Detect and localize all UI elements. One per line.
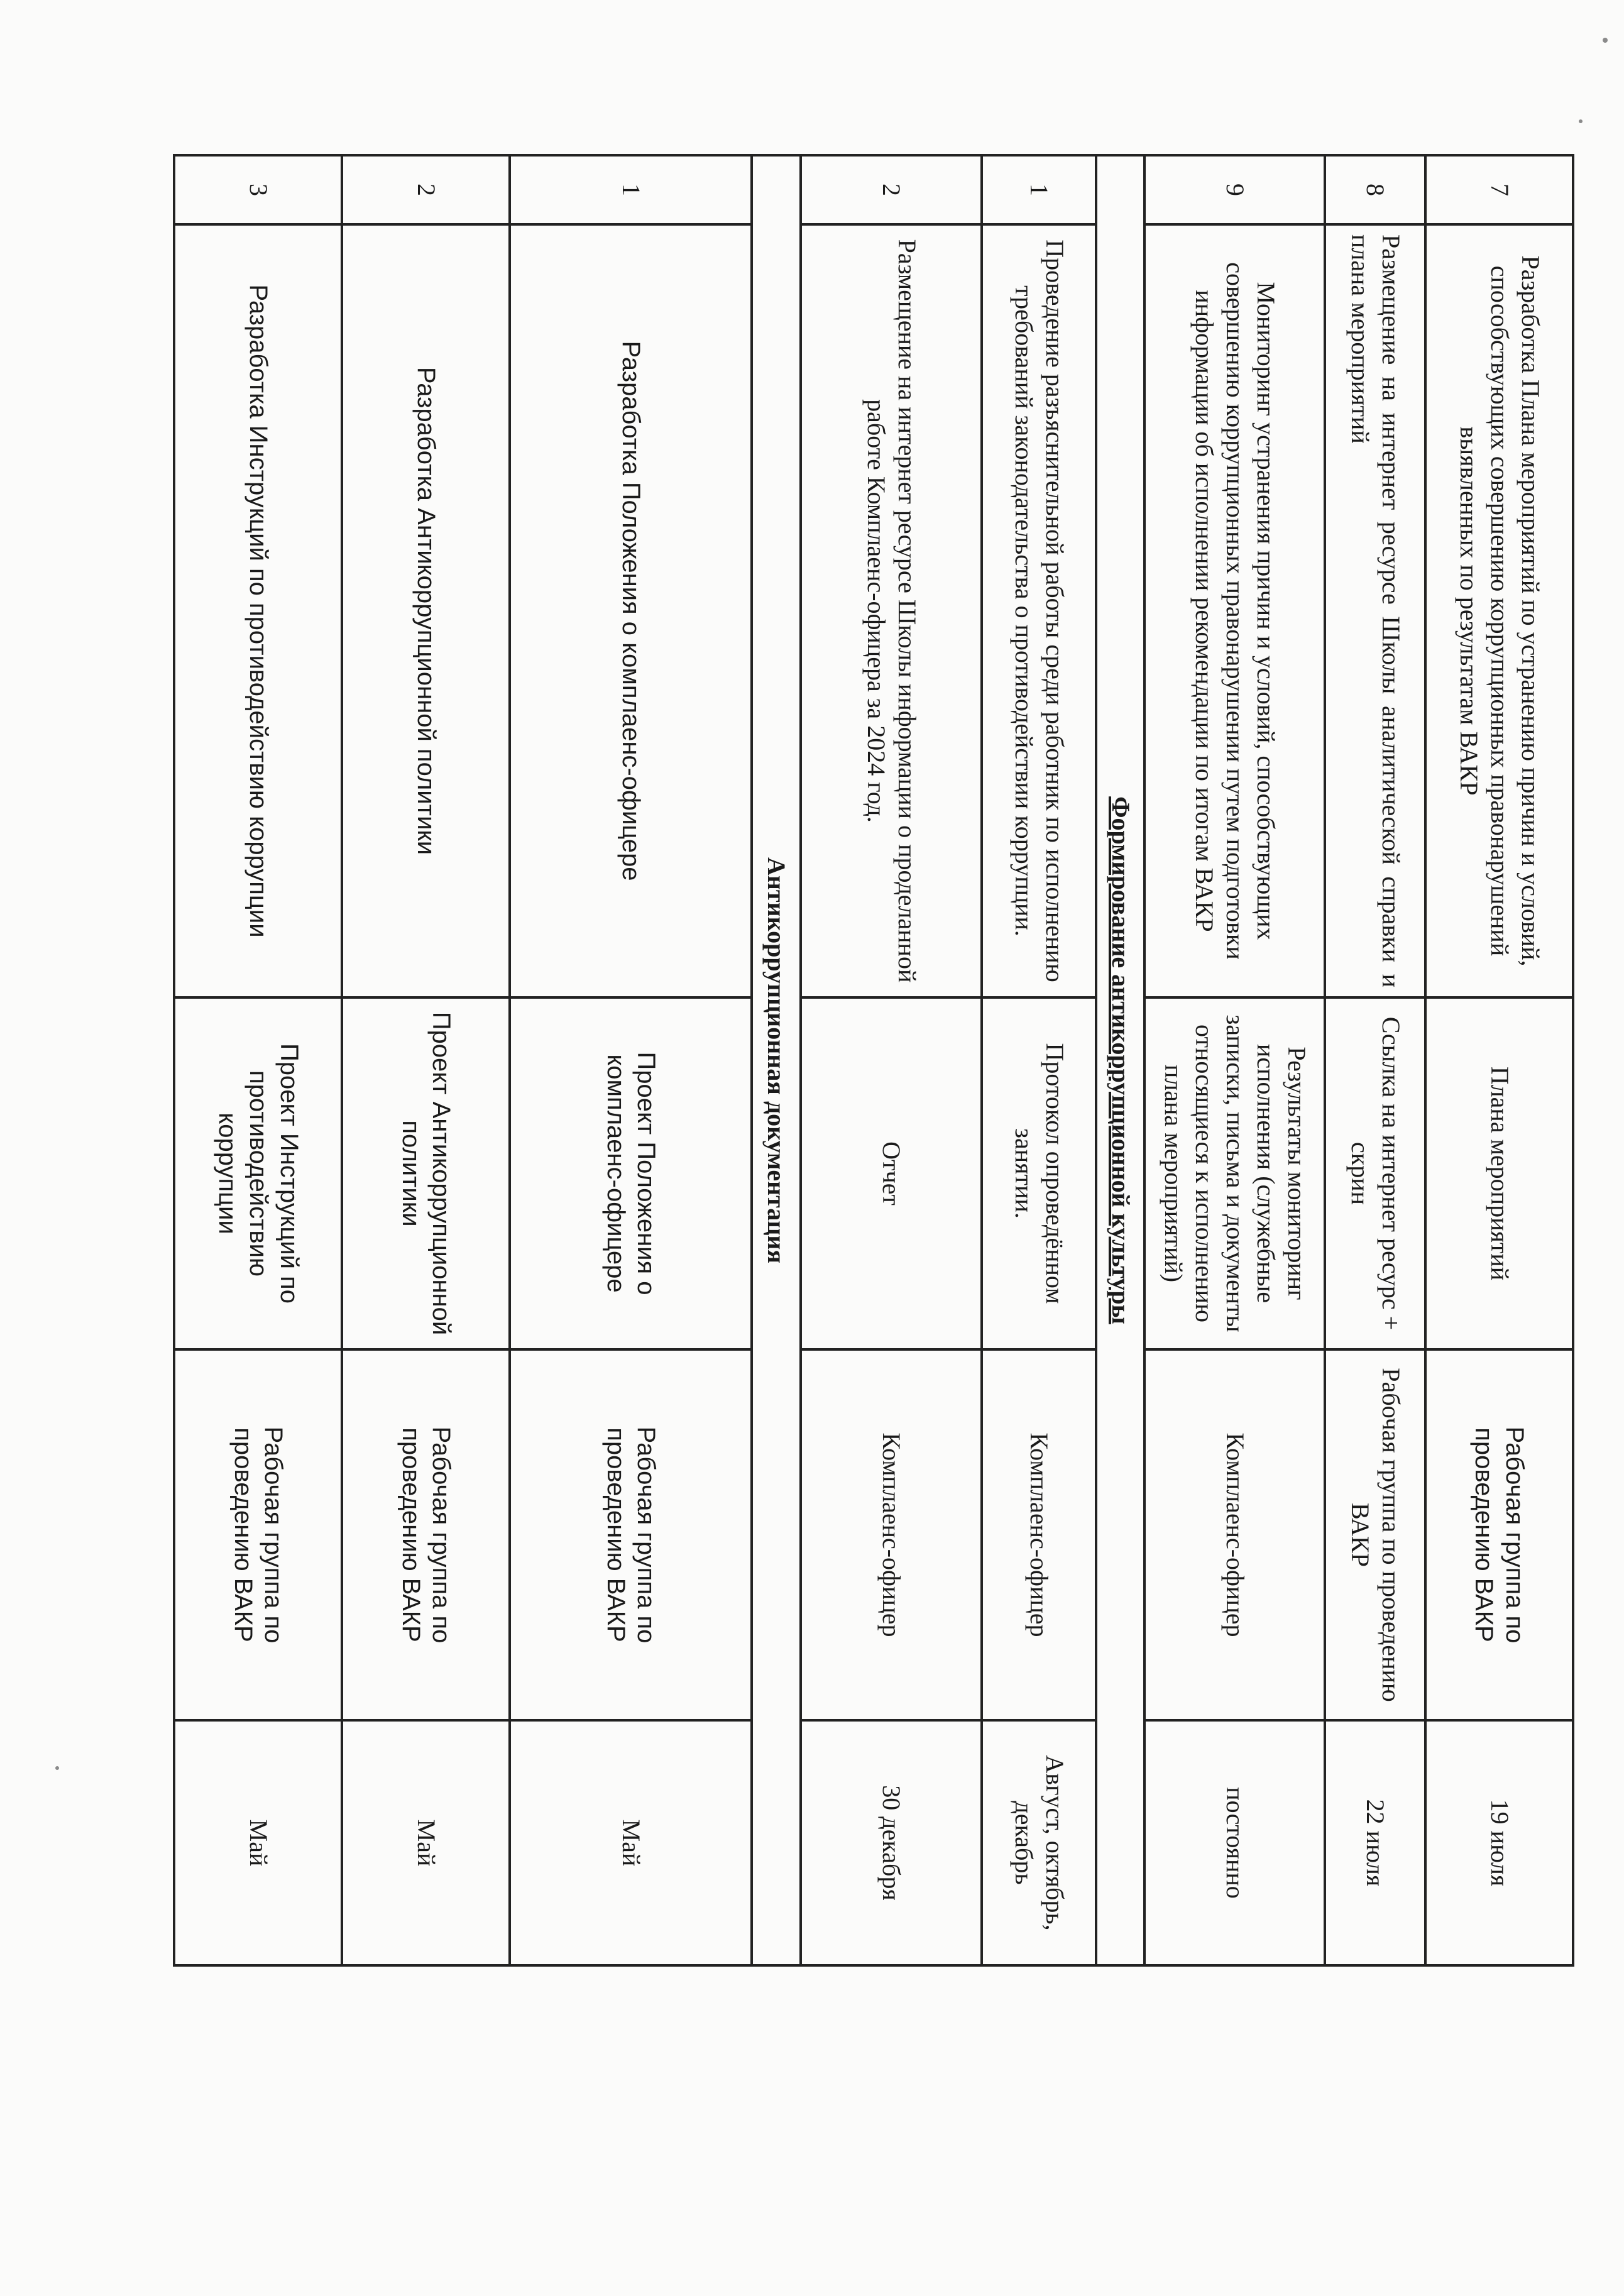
table-row [1425,155,1573,1965]
measure-cell: Разработка Инструкций по противодействию коррупции [174,224,342,997]
result-cell: Протокол опроведённом занятии. [982,997,1096,1349]
section-title-documents: Антикоррупционная документация [752,155,801,1965]
section-row [752,155,801,1965]
responsible-cell: Рабочая группа по проведению ВАКР [510,1349,752,1720]
measure-cell: Мониторинг устранения причин и условий, способствующих совершению коррупционных правонарушении путем подготовки информации об исполнении рекомендации по итогам ВАКР [1144,224,1324,997]
term-cell: постоянно [1144,1720,1324,1965]
scan-speck [1579,119,1583,123]
row-number: 3 [174,155,342,224]
row-number: 9 [1144,155,1324,224]
table-row [510,155,752,1965]
measure-cell: Размещение на интернет ресурсе Школы аналитической справки и плана мероприятий [1325,224,1425,997]
plan-table [173,154,1574,1967]
responsible-cell: Рабочая группа по проведению ВАКР [174,1349,342,1720]
result-cell: Ссылка на интернет ресурс + скрин [1325,997,1425,1349]
responsible-cell: Комплаенс-офицер [982,1349,1096,1720]
row-number: 8 [1325,155,1425,224]
row-number: 1 [510,155,752,224]
row-number: 7 [1425,155,1573,224]
result-cell: Отчет [801,997,982,1349]
result-cell: Проект Антикоррупционной политики [342,997,510,1349]
measure-cell: Разработка Антикоррупционной политики [342,224,510,997]
term-cell: 30 декабря [801,1720,982,1965]
scan-speck [55,1766,59,1770]
row-number: 2 [342,155,510,224]
result-cell: Плана мероприятий [1425,997,1573,1349]
measure-cell: Размещение на интернет ресурсе Школы информации о проделанной работе Комплаенс-офицера за 2024 год. [801,224,982,997]
section-title-culture: Формирование антикоррупционной культуры [1096,155,1145,1965]
table-row [982,155,1096,1965]
term-cell: Май [174,1720,342,1965]
result-cell: Результаты мониторинг исполнения (служебные записки, письма и документы относящиеся к исполнению плана мероприятий) [1144,997,1324,1349]
responsible-cell: Рабочая группа по проведению ВАКР [1425,1349,1573,1720]
responsible-cell: Рабочая группа по проведению ВАКР [342,1349,510,1720]
scan-speck [1603,38,1608,43]
measure-cell: Проведение разъяснительной работы среди работник по исполнению требований законодательства о противодействии коррупции. [982,224,1096,997]
table-row [342,155,510,1965]
responsible-cell: Комплаенс-офицер [1144,1349,1324,1720]
responsible-cell: Комплаенс-офицер [801,1349,982,1720]
term-cell: 22 июля [1325,1720,1425,1965]
measure-cell: Разработка Положения о комплаенс-офицере [510,224,752,997]
table-row [174,155,342,1965]
table-row [1325,155,1425,1965]
term-cell: Август, октябрь, декабрь [982,1720,1096,1965]
term-cell: Май [342,1720,510,1965]
row-number: 1 [982,155,1096,224]
row-number: 2 [801,155,982,224]
rotated-table-sheet [173,154,1574,1964]
measure-cell: Разработка Плана мероприятий по устранению причин и условий, способствующих совершению коррупционных правонарушений выявленных по результатам ВАКР [1425,224,1573,997]
result-cell: Проект Инструкций по противодействию коррупции [174,997,342,1349]
term-cell: Май [510,1720,752,1965]
term-cell: 19 июля [1425,1720,1573,1965]
responsible-cell: Рабочая группа по проведению ВАКР [1325,1349,1425,1720]
table-row [801,155,982,1965]
section-row [1096,155,1145,1965]
table-row [1144,155,1324,1965]
result-cell: Проект Положения о комплаенс-офицере [510,997,752,1349]
